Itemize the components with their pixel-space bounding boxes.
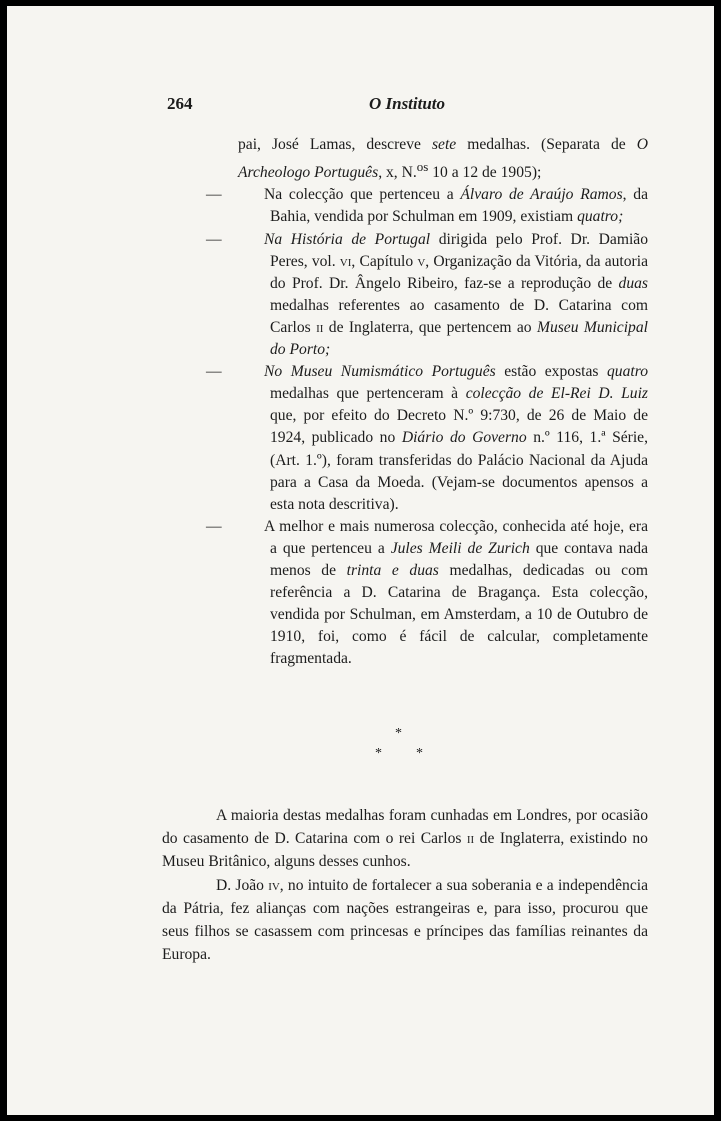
note-item-historia-portugal: — Na História de Portugal dirigida pelo Prof. Dr. Damião Peres, vol. vi, Capítulo v, Organização da Vitória, da autoria do Prof. Dr. Ângelo Ribeiro, faz-se a reprodução de duas medalhas referentes ao casamento de D. Catarina com Carlos ii de Inglaterra, que pertencem ao Museu Municipal do Porto;	[206, 230, 648, 359]
note-paragraph-continuation: pai, José Lamas, descreve sete medalhas. (Separata de O Archeologo Português, x, N.$^{os}$ 10 a 12 de 1905);	[238, 136, 648, 182]
note-item-jules-meili: — A melhor e mais numerosa colecção, conhecida até hoje, era a que pertenceu a Jules Meili de Zurich que contava nada menos de trinta e duas medalhas, dedicadas ou com referência a D. Catarina de Bragança. Esta colecção, vendida por Schulman, em Amsterdam, a 10 de Outubro de 1910, foi, como é fácil de calcular, completamente fragmentada.	[206, 517, 649, 668]
body-paragraph-medalhas: A maioria destas medalhas foram cunhadas em Londres, por ocasião do casamento de D. Catarina com o rei Carlos ii de Inglaterra, existindo no Museu Britânico, alguns desses cunhos.	[162, 807, 648, 870]
note-item-alvaro-ramos: — Na colecção que pertenceu a Álvaro de Araújo Ramos, da Bahia, vendida por Schulman em 1909, existiam quatro;	[206, 186, 649, 226]
page-header	[167, 94, 647, 118]
asterisk-top: *	[395, 726, 402, 741]
body-paragraph-joao-iv: D. João iv, no intuito de fortalecer a sua soberania e a independência da Pátria, fez alianças com nações estrangeiras e, para isso, procurou que seus filhos se casassem com princesas e príncipes das famílias reinantes da Europa.	[162, 877, 648, 963]
footnote-block	[206, 134, 649, 670]
note-item-museu-numismatico: — No Museu Numismático Português estão expostas quatro medalhas que pertenceram à colecção de El-Rei D. Luiz que, por efeito do Decreto N.º 9:730, de 26 de Maio de 1924, publicado no Diário do Governo n.º 116, 1.ª Série, (Art. 1.º), foram transferidas do Palácio Nacional da Ajuda para a Casa da Moeda. (Vejam-se documentos apensos a esta nota descritiva).	[206, 363, 649, 513]
asterisk-right: *	[416, 746, 423, 761]
asterisk-left: *	[375, 746, 382, 761]
running-title: O Instituto	[368, 94, 446, 113]
section-separator	[362, 726, 462, 766]
main-text	[162, 804, 648, 966]
page-number: 264	[167, 94, 193, 113]
book-page	[7, 6, 714, 1115]
